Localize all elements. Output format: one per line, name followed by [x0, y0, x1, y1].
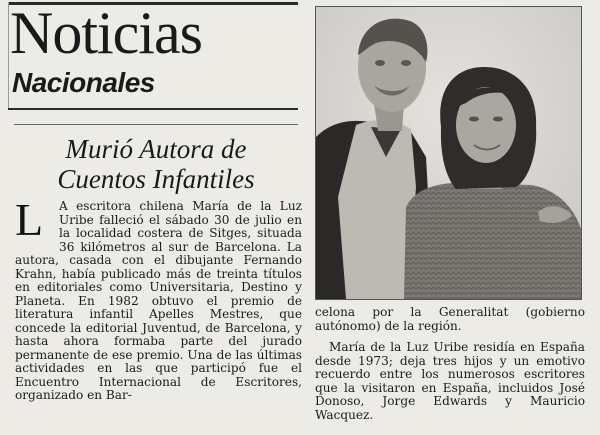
section-title: Noticias [10, 0, 202, 66]
portrait-photo-image [316, 7, 581, 299]
portrait-photo [315, 6, 582, 300]
headline-line-2: Cuentos Infantiles [57, 164, 255, 194]
headline-rule [14, 124, 298, 125]
article-body-right-column [315, 306, 585, 430]
article-headline [14, 134, 298, 194]
drop-cap: L [15, 194, 44, 245]
masthead-left-rule [8, 2, 9, 110]
article-paragraph-continued: celona por la Generalitat (gobierno autónomo) de la región. [315, 305, 585, 333]
section-subtitle: Nacionales [12, 67, 155, 98]
article-body-left-column [15, 194, 302, 430]
masthead-bottom-rule [8, 108, 298, 110]
article-paragraph-1: A escritora chilena María de la Luz Uribe falleció el sábado 30 de julio en la localidad costera de Sitges, situada 36 kilómetros al sur de Barcelona. La autora, casada con el dibujante Fernando Krahn, había publicado más de treinta títulos en editoriales como Universitaria, Destino y Planeta. En 1982 obtuvo el premio de literatura infantil Apelles Mestres, que concede la editorial Juventud, de Barcelona, y hasta ahora formaba parte del jurado permanente de ese premio. Una de las últimas actividades en las que participó fue el Encuentro Internacional de Escritores, organizado en Bar- [15, 199, 302, 402]
article-paragraph-2: María de la Luz Uribe residía en España desde 1973; deja tres hijos y un emotivo recuerdo entre los numerosos escritores que la visitaron en España, incluidos José Donoso, Jorge Edwards y Mauricio Wacquez. [315, 340, 585, 422]
headline-line-1: Murió Autora de [65, 134, 247, 164]
